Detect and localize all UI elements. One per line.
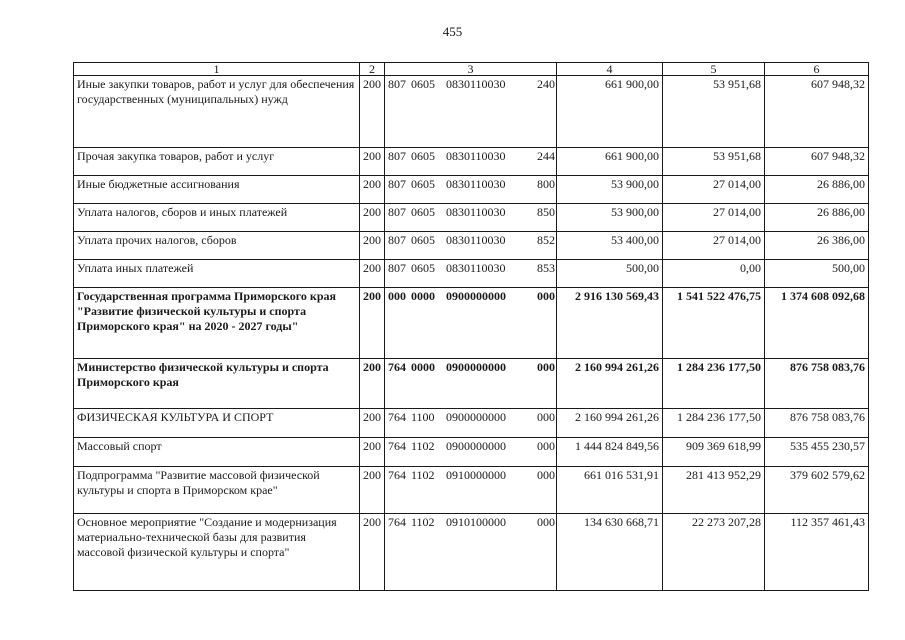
row-code-cell: 200	[360, 176, 385, 204]
kbk-target-article: 0830110030	[446, 261, 506, 275]
column-number-row	[74, 63, 869, 76]
row-name-cell: Уплата иных платежей	[74, 260, 360, 288]
row-name-cell: Массовый спорт	[74, 438, 360, 467]
row-code-cell: 200	[360, 148, 385, 176]
kbk-expense-type: 000	[537, 515, 555, 529]
column-header: 4	[557, 63, 663, 76]
row-amount-remaining: 379 602 579,62	[765, 467, 869, 514]
column-header: 5	[663, 63, 765, 76]
row-amount-planned: 500,00	[557, 260, 663, 288]
table-row	[74, 514, 869, 591]
row-amount-planned: 53 900,00	[557, 176, 663, 204]
table-row	[74, 260, 869, 288]
row-kbk-cell	[385, 438, 557, 467]
row-amount-executed: 1 541 522 476,75	[663, 288, 765, 359]
kbk-expense-type: 853	[537, 261, 555, 275]
kbk-ved: 807	[388, 149, 406, 163]
row-code-cell: 200	[360, 438, 385, 467]
row-amount-executed: 27 014,00	[663, 232, 765, 260]
row-kbk-cell	[385, 232, 557, 260]
table-row	[74, 438, 869, 467]
table-row	[74, 76, 869, 148]
row-amount-planned: 134 630 668,71	[557, 514, 663, 591]
kbk-section: 0605	[411, 205, 435, 219]
table-row	[74, 409, 869, 438]
row-code-cell: 200	[360, 514, 385, 591]
kbk-ved: 764	[388, 468, 406, 482]
row-name-cell: Прочая закупка товаров, работ и услуг	[74, 148, 360, 176]
row-name-cell: Уплата прочих налогов, сборов	[74, 232, 360, 260]
kbk-ved: 807	[388, 77, 406, 91]
row-kbk-cell	[385, 288, 557, 359]
column-header: 2	[360, 63, 385, 76]
page-number: 455	[442, 24, 463, 39]
table-row	[74, 204, 869, 232]
kbk-expense-type: 000	[537, 410, 555, 424]
row-kbk-cell	[385, 76, 557, 148]
row-kbk-cell	[385, 514, 557, 591]
row-amount-remaining: 26 886,00	[765, 204, 869, 232]
row-kbk-cell	[385, 359, 557, 409]
row-amount-remaining: 26 386,00	[765, 232, 869, 260]
kbk-ved: 764	[388, 360, 406, 374]
budget-table	[73, 62, 869, 591]
kbk-ved: 000	[388, 289, 406, 303]
row-kbk-cell	[385, 467, 557, 514]
row-amount-executed: 1 284 236 177,50	[663, 359, 765, 409]
kbk-target-article: 0900000000	[446, 360, 506, 374]
row-amount-executed: 53 951,68	[663, 148, 765, 176]
kbk-target-article: 0830110030	[446, 205, 506, 219]
row-amount-remaining: 876 758 083,76	[765, 359, 869, 409]
table-row	[74, 148, 869, 176]
table-row	[74, 232, 869, 260]
row-amount-remaining: 607 948,32	[765, 148, 869, 176]
table-row	[74, 176, 869, 204]
kbk-expense-type: 800	[537, 177, 555, 191]
kbk-section: 0605	[411, 77, 435, 91]
row-name-cell: Иные закупки товаров, работ и услуг для обеспечения государственных (муниципальных) нужд	[74, 76, 360, 148]
table-row	[74, 467, 869, 514]
kbk-section: 1102	[411, 468, 435, 482]
kbk-ved: 807	[388, 261, 406, 275]
row-code-cell: 200	[360, 76, 385, 148]
row-name-cell: Основное мероприятие "Создание и модернизация материально-технической базы для развития массовой физической культуры и спорта"	[74, 514, 360, 591]
row-amount-executed: 0,00	[663, 260, 765, 288]
row-amount-planned: 53 900,00	[557, 204, 663, 232]
kbk-ved: 807	[388, 177, 406, 191]
kbk-target-article: 0830110030	[446, 77, 506, 91]
row-amount-remaining: 112 357 461,43	[765, 514, 869, 591]
row-amount-planned: 661 900,00	[557, 148, 663, 176]
row-code-cell: 200	[360, 288, 385, 359]
kbk-target-article: 0830110030	[446, 233, 506, 247]
row-code-cell: 200	[360, 204, 385, 232]
kbk-section: 1100	[411, 410, 435, 424]
row-name-cell: ФИЗИЧЕСКАЯ КУЛЬТУРА И СПОРТ	[74, 409, 360, 438]
column-header: 1	[74, 63, 360, 76]
kbk-target-article: 0900000000	[446, 410, 506, 424]
row-amount-planned: 1 444 824 849,56	[557, 438, 663, 467]
row-code-cell: 200	[360, 409, 385, 438]
kbk-expense-type: 000	[537, 289, 555, 303]
kbk-section: 0605	[411, 261, 435, 275]
kbk-target-article: 0910100000	[446, 515, 506, 529]
row-kbk-cell	[385, 176, 557, 204]
row-kbk-cell	[385, 260, 557, 288]
row-name-cell: Министерство физической культуры и спорта Приморского края	[74, 359, 360, 409]
kbk-ved: 764	[388, 515, 406, 529]
kbk-section: 0605	[411, 149, 435, 163]
row-amount-executed: 27 014,00	[663, 204, 765, 232]
kbk-expense-type: 852	[537, 233, 555, 247]
kbk-section: 1102	[411, 515, 435, 529]
kbk-section: 0605	[411, 233, 435, 247]
kbk-section: 1102	[411, 439, 435, 453]
row-amount-remaining: 876 758 083,76	[765, 409, 869, 438]
kbk-target-article: 0900000000	[446, 439, 506, 453]
kbk-section: 0000	[411, 360, 435, 374]
kbk-ved: 807	[388, 233, 406, 247]
kbk-section: 0000	[411, 289, 435, 303]
kbk-expense-type: 240	[537, 77, 555, 91]
kbk-target-article: 0900000000	[446, 289, 506, 303]
kbk-ved: 764	[388, 410, 406, 424]
row-amount-remaining: 1 374 608 092,68	[765, 288, 869, 359]
row-amount-executed: 281 413 952,29	[663, 467, 765, 514]
kbk-section: 0605	[411, 177, 435, 191]
row-amount-planned: 661 900,00	[557, 76, 663, 148]
row-name-cell: Государственная программа Приморского края "Развитие физической культуры и спорта Приморского края" на 2020 - 2027 годы"	[74, 288, 360, 359]
row-kbk-cell	[385, 204, 557, 232]
table-row	[74, 288, 869, 359]
column-header: 3	[385, 63, 557, 76]
row-code-cell: 200	[360, 467, 385, 514]
kbk-ved: 807	[388, 205, 406, 219]
table-row	[74, 359, 869, 409]
row-amount-remaining: 535 455 230,57	[765, 438, 869, 467]
row-kbk-cell	[385, 409, 557, 438]
row-amount-executed: 22 273 207,28	[663, 514, 765, 591]
row-amount-executed: 909 369 618,99	[663, 438, 765, 467]
column-header: 6	[765, 63, 869, 76]
kbk-expense-type: 244	[537, 149, 555, 163]
kbk-ved: 764	[388, 439, 406, 453]
budget-table-body	[74, 63, 869, 591]
kbk-target-article: 0830110030	[446, 177, 506, 191]
kbk-target-article: 0830110030	[446, 149, 506, 163]
row-code-cell: 200	[360, 260, 385, 288]
row-amount-planned: 2 160 994 261,26	[557, 409, 663, 438]
row-amount-remaining: 607 948,32	[765, 76, 869, 148]
kbk-target-article: 0910000000	[446, 468, 506, 482]
row-amount-remaining: 26 886,00	[765, 176, 869, 204]
row-name-cell: Подпрограмма "Развитие массовой физической культуры и спорта в Приморском крае"	[74, 467, 360, 514]
row-code-cell: 200	[360, 232, 385, 260]
row-amount-executed: 27 014,00	[663, 176, 765, 204]
row-amount-executed: 53 951,68	[663, 76, 765, 148]
kbk-expense-type: 000	[537, 439, 555, 453]
kbk-expense-type: 000	[537, 468, 555, 482]
row-code-cell: 200	[360, 359, 385, 409]
row-amount-planned: 2 160 994 261,26	[557, 359, 663, 409]
row-amount-remaining: 500,00	[765, 260, 869, 288]
row-name-cell: Уплата налогов, сборов и иных платежей	[74, 204, 360, 232]
kbk-expense-type: 000	[537, 360, 555, 374]
row-amount-planned: 661 016 531,91	[557, 467, 663, 514]
kbk-expense-type: 850	[537, 205, 555, 219]
row-kbk-cell	[385, 148, 557, 176]
row-name-cell: Иные бюджетные ассигнования	[74, 176, 360, 204]
row-amount-planned: 53 400,00	[557, 232, 663, 260]
row-amount-executed: 1 284 236 177,50	[663, 409, 765, 438]
row-amount-planned: 2 916 130 569,43	[557, 288, 663, 359]
